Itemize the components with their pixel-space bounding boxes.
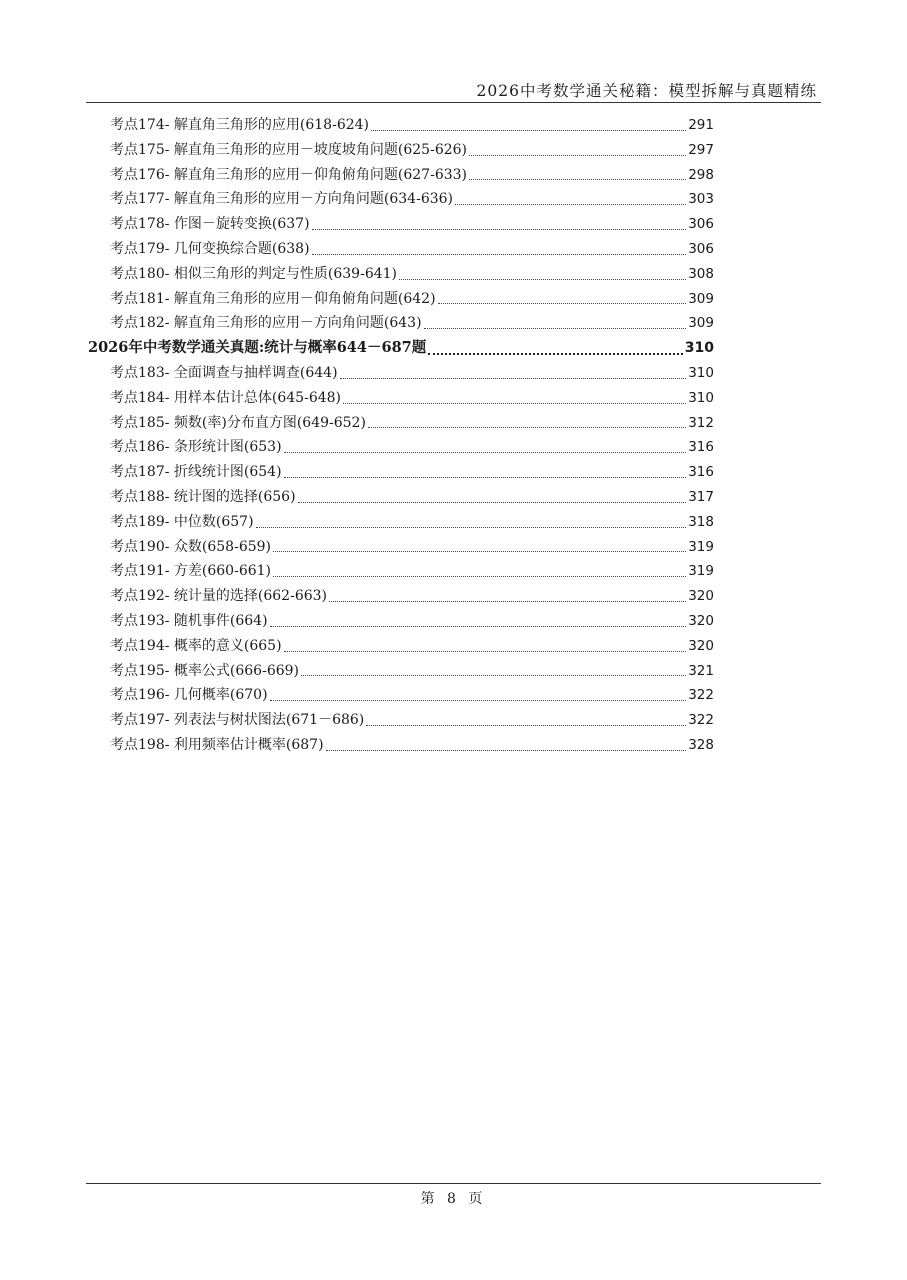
toc-entry-title: 考点189- 中位数(657) [110,513,254,530]
toc-chapter-entry[interactable] [88,336,714,361]
toc-entry-title: 考点174- 解直角三角形的应用(618-624) [110,117,369,133]
toc-entry[interactable] [88,485,714,510]
toc-entry-page: 320 [688,637,714,654]
toc-entry[interactable] [88,311,714,336]
toc-entry-title: 考点197- 列表法与树状图法(671－686) [110,712,365,729]
dot-leader [343,403,686,404]
toc-entry[interactable] [88,163,714,188]
toc-entry[interactable] [88,683,714,708]
toc-entry[interactable] [88,262,714,287]
toc-entry-page: 310 [688,364,714,381]
toc-entry-title: 考点185- 频数(率)分布直方图(649-652) [110,414,366,431]
toc-entry[interactable] [88,411,714,436]
toc-entry[interactable] [88,386,714,411]
toc-entry-title: 考点190- 众数(658-659) [110,538,271,555]
dot-leader [284,651,687,652]
toc-entry-page: 291 [688,117,714,133]
dot-leader [326,750,687,751]
dot-leader [371,130,686,131]
toc-entry[interactable] [88,187,714,212]
dot-leader [428,353,683,355]
toc-entry-title: 考点188- 统计图的选择(656) [110,488,296,505]
toc-entry[interactable] [88,113,714,138]
toc-entry-title: 考点184- 用样本估计总体(645-648) [110,389,341,406]
toc-entry-title: 考点179- 几何变换综合题(638) [110,240,310,257]
toc-entry-title: 考点192- 统计量的选择(662-663) [110,588,327,605]
toc-entry-page: 316 [688,439,714,456]
toc-entry-page: 317 [688,488,714,505]
table-of-contents [88,113,714,758]
dot-leader [312,254,687,255]
toc-entry-title: 考点193- 随机事件(664) [110,612,268,629]
dot-leader [399,279,686,280]
toc-entry[interactable] [88,287,714,312]
toc-entry-title: 考点187- 折线统计图(654) [110,464,282,481]
dot-leader [455,204,686,205]
toc-entry[interactable] [88,609,714,634]
toc-entry-page: 306 [688,240,714,257]
toc-entry-title: 2026年中考数学通关真题:统计与概率644－687题 [88,339,427,357]
toc-entry-title: 考点181- 解直角三角形的应用－仰角俯角问题(642) [110,290,436,307]
dot-leader [368,427,686,428]
dot-leader [273,551,686,552]
toc-entry[interactable] [88,361,714,386]
toc-entry-title: 考点186- 条形统计图(653) [110,439,282,456]
toc-entry[interactable] [88,708,714,733]
toc-entry-title: 考点182- 解直角三角形的应用－方向角问题(643) [110,315,422,332]
dot-leader [298,502,687,503]
toc-entry-page: 308 [688,265,714,282]
toc-entry[interactable] [88,634,714,659]
toc-entry-page: 322 [688,687,714,704]
toc-entry-page: 309 [688,315,714,332]
dot-leader [424,328,687,329]
toc-entry-title: 考点191- 方差(660-661) [110,563,271,580]
toc-entry[interactable] [88,138,714,163]
dot-leader [270,700,687,701]
toc-entry-title: 考点180- 相似三角形的判定与性质(639-641) [110,265,397,282]
dot-leader [340,378,687,379]
toc-entry-page: 297 [688,141,714,158]
toc-entry-page: 316 [688,464,714,481]
toc-entry-page: 328 [688,736,714,753]
dot-leader [284,452,687,453]
dot-leader [273,576,686,577]
header-divider [86,102,821,103]
toc-entry[interactable] [88,584,714,609]
toc-entry[interactable] [88,460,714,485]
dot-leader [301,675,686,676]
toc-entry-title: 考点177- 解直角三角形的应用－方向角问题(634-636) [110,191,453,208]
dot-leader [469,179,686,180]
toc-entry-page: 303 [688,191,714,208]
toc-entry[interactable] [88,659,714,684]
page-number: 第 8 页 [420,1191,487,1207]
dot-leader [256,527,687,528]
toc-entry[interactable] [88,237,714,262]
toc-entry[interactable] [88,212,714,237]
dot-leader [329,601,686,602]
header-title: 2026中考数学通关秘籍：模型拆解与真题精练 [476,82,817,100]
toc-entry-page: 322 [688,712,714,729]
toc-entry-title: 考点196- 几何概率(670) [110,687,268,704]
toc-entry-page: 321 [688,662,714,679]
dot-leader [469,155,686,156]
toc-entry[interactable] [88,435,714,460]
toc-entry-title: 考点195- 概率公式(666-669) [110,662,299,679]
dot-leader [366,725,686,726]
toc-entry-page: 320 [688,612,714,629]
toc-entry[interactable] [88,535,714,560]
toc-entry-title: 考点178- 作图－旋转变换(637) [110,216,310,233]
toc-entry-page: 319 [688,538,714,555]
dot-leader [438,303,687,304]
toc-entry[interactable] [88,510,714,535]
toc-entry-title: 考点183- 全面调查与抽样调查(644) [110,364,338,381]
toc-entry-title: 考点194- 概率的意义(665) [110,637,282,654]
toc-entry[interactable] [88,733,714,758]
dot-leader [312,229,687,230]
toc-entry-title: 考点176- 解直角三角形的应用－仰角俯角问题(627-633) [110,166,467,183]
dot-leader [284,477,687,478]
toc-entry[interactable] [88,559,714,584]
toc-entry-page: 310 [684,340,714,357]
toc-entry-page: 312 [688,414,714,431]
toc-entry-page: 309 [688,290,714,307]
toc-entry-page: 318 [688,513,714,530]
toc-entry-page: 298 [688,166,714,183]
dot-leader [270,626,687,627]
toc-entry-page: 306 [688,216,714,233]
toc-entry-page: 310 [688,389,714,406]
toc-entry-title: 考点175- 解直角三角形的应用－坡度坡角问题(625-626) [110,141,467,158]
toc-entry-page: 319 [688,563,714,580]
toc-entry-title: 考点198- 利用频率估计概率(687) [110,736,324,753]
footer-divider [86,1183,821,1184]
toc-entry-page: 320 [688,588,714,605]
